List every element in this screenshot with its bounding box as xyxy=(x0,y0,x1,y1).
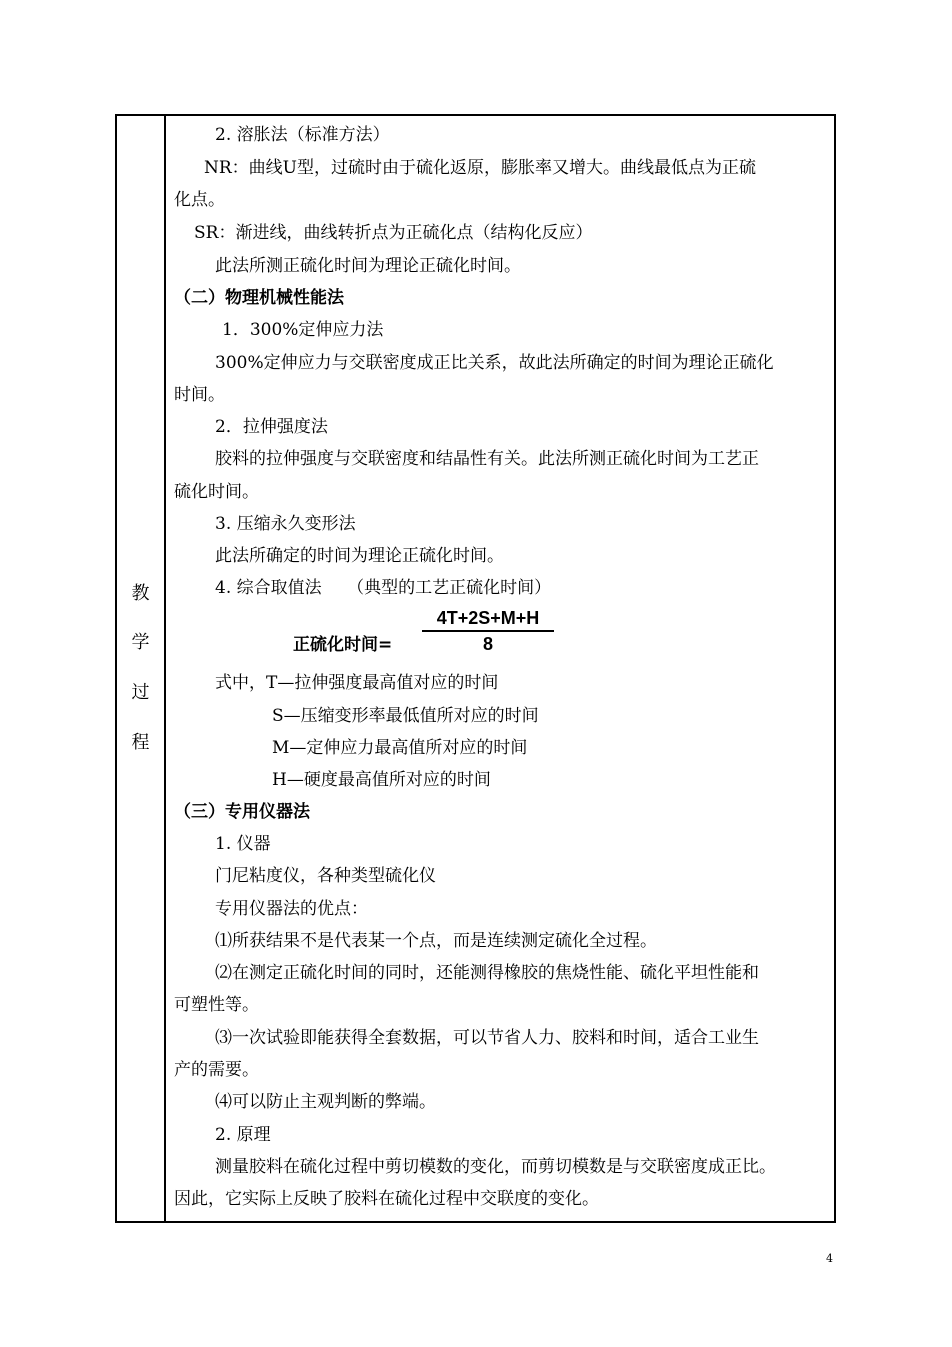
content-line: 门尼粘度仪，各种类型硫化仪 xyxy=(215,866,436,886)
section-label-column xyxy=(117,116,166,1221)
content-line: M—定伸应力最高值所对应的时间 xyxy=(272,738,528,758)
content-line: 此法所测正硫化时间为理论正硫化时间。 xyxy=(215,256,521,276)
content-line: 1. 仪器 xyxy=(215,834,271,854)
content-line: H—硬度最高值所对应的时间 xyxy=(272,770,491,790)
fraction-bar xyxy=(422,630,554,632)
content-line: 可塑性等。 xyxy=(174,995,259,1015)
section-label-char: 教 xyxy=(131,583,150,604)
content-line: 胶料的拉伸强度与交联密度和结晶性有关。此法所测正硫化时间为工艺正 xyxy=(215,449,759,469)
content-line: 时间。 xyxy=(174,385,225,405)
content-line: ⑴所获结果不是代表某一个点，而是连续测定硫化全过程。 xyxy=(215,931,657,951)
formula-lhs: 正硫化时间= xyxy=(293,635,393,655)
content-line: ⑷可以防止主观判断的弊端。 xyxy=(215,1092,436,1112)
formula-denominator: 8 xyxy=(482,634,493,654)
content-line: 2. 溶胀法（标准方法） xyxy=(215,125,390,145)
section-label-char: 学 xyxy=(131,632,150,653)
content-line: 此法所确定的时间为理论正硫化时间。 xyxy=(215,546,504,566)
content-line: 4. 综合取值法 （典型的工艺正硫化时间） xyxy=(215,578,552,598)
content-line: 2. 原理 xyxy=(215,1125,271,1145)
content-line: 因此，它实际上反映了胶料在硫化过程中交联度的变化。 xyxy=(174,1189,599,1209)
section-label-char: 过 xyxy=(131,682,150,703)
content-line: 产的需要。 xyxy=(174,1060,259,1080)
content-line: 3. 压缩永久变形法 xyxy=(215,514,356,534)
section-heading: （三）专用仪器法 xyxy=(174,802,310,822)
content-line: 式中，T—拉伸强度最高值对应的时间 xyxy=(215,673,499,693)
content-line: 化点。 xyxy=(174,190,225,210)
content-line: 专用仪器法的优点： xyxy=(215,899,368,919)
formula-fraction xyxy=(422,607,554,654)
content-line: 2．拉伸强度法 xyxy=(215,417,328,437)
section-heading: （二）物理机械性能法 xyxy=(174,288,344,308)
content-line: S—压缩变形率最低值所对应的时间 xyxy=(272,706,539,726)
content-line: 硫化时间。 xyxy=(174,482,259,502)
content-line: ⑶一次试验即能获得全套数据，可以节省人力、胶料和时间，适合工业生 xyxy=(215,1028,759,1048)
content-table xyxy=(115,114,836,1223)
formula-numerator: 4T+2S+M+H xyxy=(436,608,540,628)
content-line: ⑵在测定正硫化时间的同时，还能测得橡胶的焦烧性能、硫化平坦性能和 xyxy=(215,963,759,983)
content-line: NR：曲线U型，过硫时由于硫化返原，膨胀率又增大。曲线最低点为正硫 xyxy=(204,158,757,178)
section-label-char: 程 xyxy=(131,732,150,753)
content-line: 1．300%定伸应力法 xyxy=(222,320,384,340)
content-line: SR：渐进线，曲线转折点为正硫化点（结构化反应） xyxy=(194,223,593,243)
content-line: 测量胶料在硫化过程中剪切模数的变化，而剪切模数是与交联密度成正比。 xyxy=(215,1157,776,1177)
content-line: 300%定伸应力与交联密度成正比关系，故此法所确定的时间为理论正硫化 xyxy=(215,353,774,373)
page-number: 4 xyxy=(826,1252,833,1265)
